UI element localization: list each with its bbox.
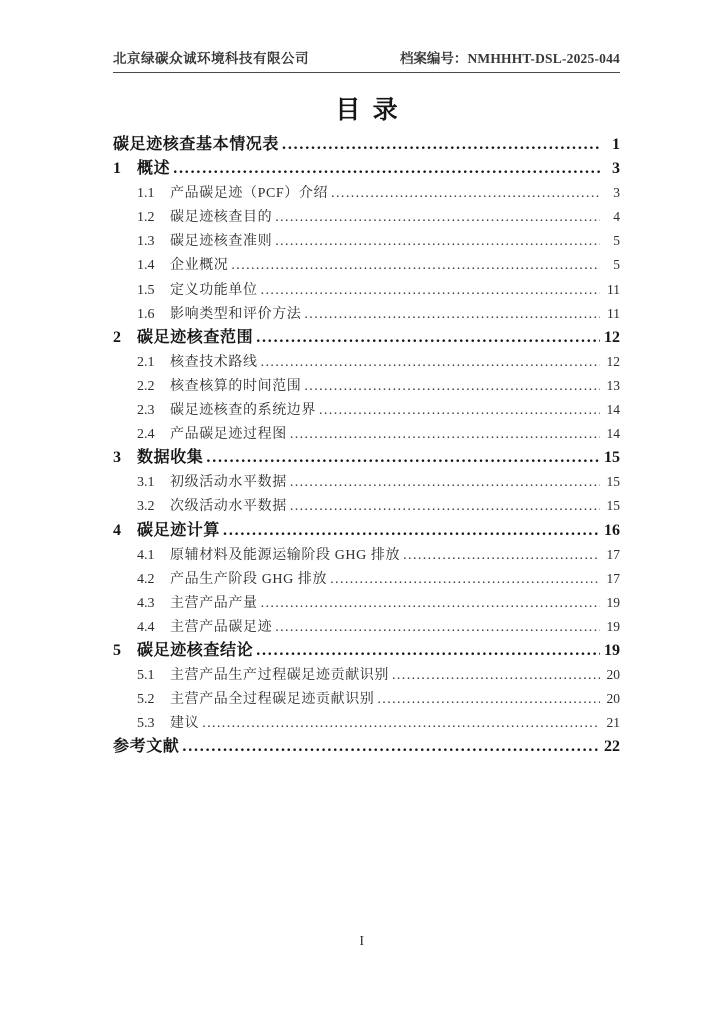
- toc-entry-title: 产品碳足迹过程图: [170, 427, 287, 443]
- toc-entry: [113, 422, 620, 446]
- toc-entry-number: 1.2: [137, 210, 155, 226]
- toc-entry: [113, 278, 620, 302]
- page-content: [113, 0, 620, 759]
- toc-entry-page: 16: [604, 521, 620, 539]
- toc-entry-page: 14: [606, 402, 620, 418]
- toc-dot-leader: [282, 133, 600, 157]
- toc-entry: [113, 711, 620, 735]
- toc-entry-page: 20: [606, 691, 620, 707]
- toc-entry-number: 1: [113, 160, 121, 178]
- toc-entry-title: 主营产品全过程碳足迹贡献识别: [170, 692, 375, 708]
- toc-dot-leader: [223, 519, 600, 543]
- toc-dot-leader: [304, 303, 600, 327]
- toc-entry-page: 5: [613, 233, 620, 249]
- toc-entry-title: 核查核算的时间范围: [170, 378, 302, 394]
- toc-entry-number: 4.4: [137, 619, 155, 635]
- toc-entry-number: 2: [113, 328, 121, 346]
- toc-entry-number: 3: [113, 449, 121, 467]
- toc-dot-leader: [256, 639, 600, 663]
- toc-entry-page: 15: [604, 449, 620, 467]
- toc-entry: [113, 494, 620, 518]
- toc-dot-leader: [275, 230, 600, 254]
- toc-entry-number: 4: [113, 521, 121, 539]
- toc-entry-title: 产品碳足迹（PCF）介绍: [170, 186, 329, 202]
- toc-entry-page: 17: [606, 546, 620, 562]
- toc-entry-title: 碳足迹核查结论: [137, 641, 254, 659]
- toc-entry-title: 建议: [170, 716, 200, 732]
- toc-dot-leader: [290, 495, 600, 519]
- toc-dot-leader: [256, 326, 600, 350]
- doc-number-label: 档案编号：: [399, 51, 468, 66]
- toc-entry-number: 3.2: [137, 499, 155, 515]
- toc-entry-title: 碳足迹核查范围: [137, 328, 254, 346]
- toc-entry-number: 4.3: [137, 595, 155, 611]
- toc-entry-page: 15: [606, 498, 620, 514]
- toc-entry-page: 3: [612, 160, 620, 178]
- toc-entry-title: 原辅材料及能源运输阶段 GHG 排放: [170, 547, 401, 563]
- toc-entry: [113, 591, 620, 615]
- toc-entry-number: 5: [113, 641, 121, 659]
- toc-dot-leader: [392, 664, 600, 688]
- toc-entry-page: 5: [613, 257, 620, 273]
- toc-entry-number: 5.2: [137, 692, 155, 708]
- toc-entry: [113, 639, 620, 663]
- toc-dot-leader: [182, 735, 600, 759]
- toc-dot-leader: [304, 375, 600, 399]
- toc-dot-leader: [290, 423, 600, 447]
- toc-entry-number: 1.5: [137, 282, 155, 298]
- page-title: 目 录: [335, 97, 398, 124]
- toc-entry: [113, 157, 620, 181]
- toc-entry-page: 12: [604, 328, 620, 346]
- toc-dot-leader: [403, 544, 600, 568]
- toc-entry-number: 2.4: [137, 427, 155, 443]
- toc-entry-page: 15: [606, 474, 620, 490]
- toc-entry-number: 1.3: [137, 234, 155, 250]
- toc-entry: [113, 519, 620, 543]
- toc-entry-title: 碳足迹计算: [137, 521, 221, 539]
- toc-entry: [113, 350, 620, 374]
- toc-dot-leader: [261, 279, 600, 303]
- toc-entry-title: 企业概况: [170, 258, 229, 274]
- toc-entry: [113, 253, 620, 277]
- toc-dot-leader: [231, 254, 600, 278]
- toc-entry-number: 4.1: [137, 547, 155, 563]
- toc-entry-number: 2.2: [137, 378, 155, 394]
- toc-entry-title: 主营产品产量: [170, 595, 258, 611]
- toc-entry: [113, 615, 620, 639]
- toc-entry: [113, 543, 620, 567]
- toc-entry-page: 17: [606, 570, 620, 586]
- toc-entry-number: 5.3: [137, 716, 155, 732]
- toc-entry-title: 核查技术路线: [170, 354, 258, 370]
- toc-entry-title: 产品生产阶段 GHG 排放: [170, 571, 328, 587]
- toc-dot-leader: [261, 592, 600, 616]
- toc-entry: [113, 687, 620, 711]
- toc-entry-title: 主营产品碳足迹: [170, 619, 273, 635]
- toc-entry-page: 19: [604, 641, 620, 659]
- toc-entry-title: 定义功能单位: [170, 282, 258, 298]
- toc-dot-leader: [206, 446, 600, 470]
- toc-entry: [113, 446, 620, 470]
- toc-entry: [113, 374, 620, 398]
- toc-dot-leader: [290, 471, 600, 495]
- toc-entry-number: 2.3: [137, 403, 155, 419]
- company-name: 北京绿碳众诚环境科技有限公司: [113, 51, 309, 66]
- toc-entry: [113, 181, 620, 205]
- toc-entry-number: 1.1: [137, 186, 155, 202]
- toc-entry-number: 1.4: [137, 258, 155, 274]
- toc-entry-page: 19: [606, 618, 620, 634]
- toc-entry-page: 21: [606, 715, 620, 731]
- toc-entry-page: 11: [607, 281, 620, 297]
- toc-entry: [113, 398, 620, 422]
- toc-dot-leader: [377, 688, 600, 712]
- toc-entry-page: 19: [606, 594, 620, 610]
- doc-number: [400, 47, 620, 67]
- toc-entry: [113, 470, 620, 494]
- toc-dot-leader: [319, 399, 600, 423]
- toc-entry-title: 主营产品生产过程碳足迹贡献识别: [170, 668, 389, 684]
- toc-dot-leader: [330, 568, 600, 592]
- toc-entry: [113, 326, 620, 350]
- toc-entry-page: 1: [612, 136, 620, 153]
- toc-entry-page: 11: [607, 305, 620, 321]
- toc-entry-title: 影响类型和评价方法: [170, 306, 302, 322]
- toc-list: [113, 133, 620, 759]
- toc-entry: [113, 735, 620, 759]
- toc-entry-number: 5.1: [137, 668, 155, 684]
- toc-dot-leader: [173, 157, 600, 181]
- toc-entry-title: 碳足迹核查目的: [170, 210, 273, 226]
- toc-dot-leader: [261, 351, 600, 375]
- toc-entry: [113, 205, 620, 229]
- toc-dot-leader: [275, 206, 600, 230]
- toc-entry-number: 1.6: [137, 306, 155, 322]
- toc-dot-leader: [275, 616, 600, 640]
- toc-entry-title: 碳足迹核查基本情况表: [113, 136, 280, 153]
- toc-entry-page: 22: [604, 738, 620, 756]
- page-header: [113, 0, 620, 73]
- toc-entry-title: 参考文献: [113, 738, 180, 756]
- toc-entry-title: 初级活动水平数据: [170, 475, 287, 491]
- toc-entry-number: 3.1: [137, 475, 155, 491]
- toc-entry-number: 4.2: [137, 571, 155, 587]
- toc-entry-title: 次级活动水平数据: [170, 499, 287, 515]
- toc-dot-leader: [202, 712, 600, 736]
- toc-entry: [113, 229, 620, 253]
- toc-entry-page: 12: [606, 353, 620, 369]
- toc-entry-page: 20: [606, 667, 620, 683]
- toc-entry-title: 概述: [137, 160, 171, 178]
- toc-entry-page: 14: [606, 426, 620, 442]
- toc-entry-page: 3: [613, 185, 620, 201]
- toc-entry-title: 碳足迹核查准则: [170, 234, 273, 250]
- toc-dot-leader: [331, 182, 600, 206]
- toc-entry-title: 碳足迹核查的系统边界: [170, 403, 316, 419]
- toc-entry: [113, 567, 620, 591]
- toc-entry-page: 4: [613, 209, 620, 225]
- toc-entry-number: 2.1: [137, 354, 155, 370]
- footer-page-number: I: [359, 934, 365, 949]
- toc-entry: [113, 133, 620, 157]
- toc-entry-page: 13: [606, 377, 620, 393]
- doc-number-value: NMHHHT-DSL-2025-044: [467, 51, 620, 66]
- toc-entry: [113, 663, 620, 687]
- toc-entry: [113, 302, 620, 326]
- toc-entry-title: 数据收集: [137, 449, 204, 467]
